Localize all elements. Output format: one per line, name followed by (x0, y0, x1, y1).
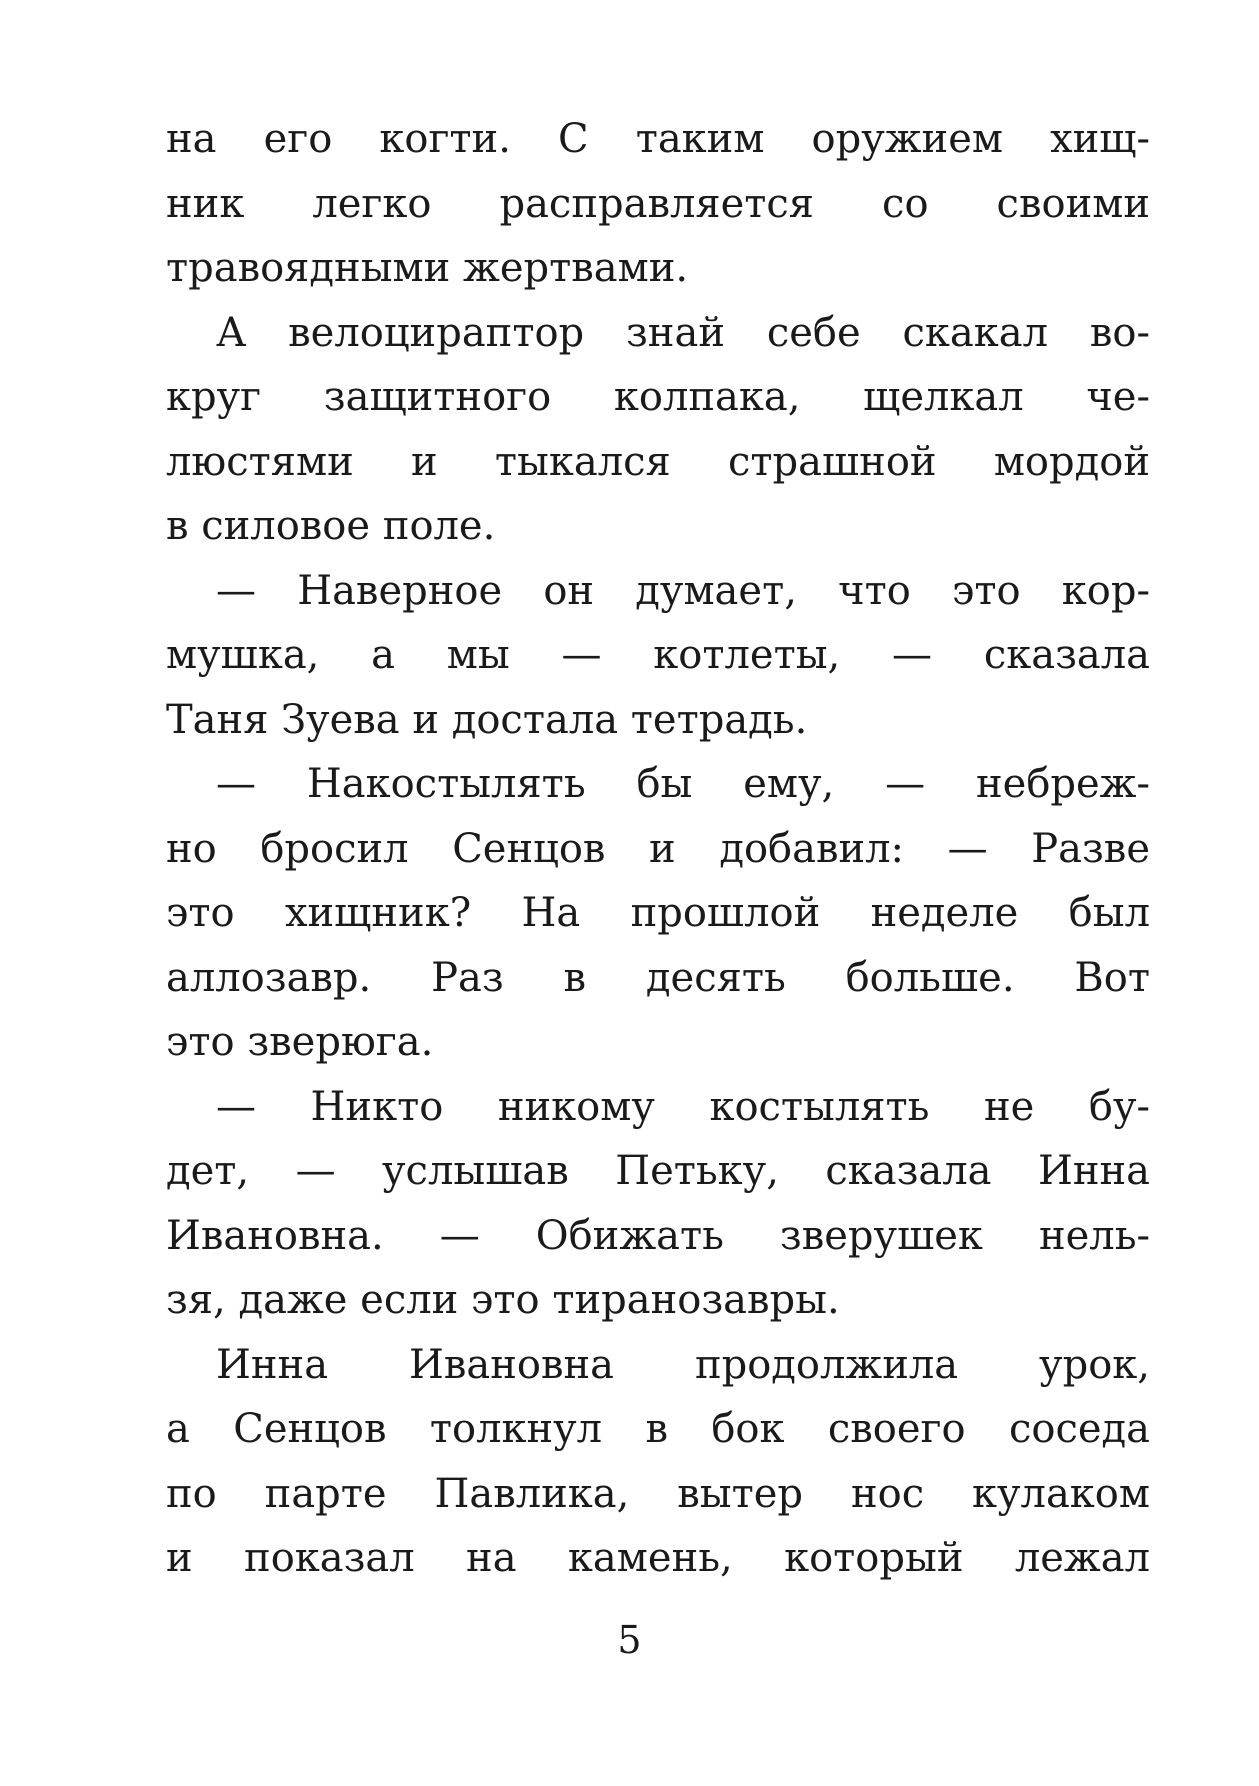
text-line: круг защитного колпака, щелкал че- (166, 374, 1150, 420)
text-line: — Никто никому костылять не бу- (216, 1083, 1150, 1130)
text-line: люстями и тыкался страшной мордой (166, 438, 1150, 485)
text-line: мушка, а мы — котлеты, — сказала (166, 632, 1150, 678)
text-line: Инна Ивановна продолжила урок, (216, 1341, 1150, 1388)
text-line: это хищник? На прошлой неделе был (166, 890, 1150, 936)
text-line: Таня Зуева и достала тетрадь. (166, 696, 808, 743)
text-line: травоядными жертвами. (166, 245, 689, 291)
text-line: дет, — услышав Петьку, сказала Инна (166, 1148, 1150, 1194)
text-line: Ивановна. — Обижать зверушек нель- (166, 1212, 1150, 1259)
body-text (166, 107, 1150, 1591)
text-line: и показал на камень, который лежал (166, 1535, 1150, 1581)
text-line: — Наверное он думает, что это кор- (216, 567, 1150, 614)
text-line: по парте Павлика, вытер нос кулаком (166, 1470, 1150, 1517)
page-number: 5 (617, 1618, 642, 1662)
text-line: аллозавр. Раз в десять больше. Вот (166, 954, 1150, 1001)
text-line: это зверюга. (166, 1019, 434, 1065)
text-line: но бросил Сенцов и добавил: — Разве (166, 825, 1150, 872)
text-line: зя, даже если это тиранозавры. (166, 1277, 840, 1323)
text-line: ник легко расправляется со своими (166, 180, 1150, 227)
text-line: а Сенцов толкнул в бок своего соседа (166, 1406, 1150, 1452)
text-line: А велоцираптор знай себе скакал во- (216, 309, 1150, 356)
text-line: — Накостылять бы ему, — небреж- (216, 761, 1150, 807)
text-line: на его когти. С таким оружием хищ- (166, 116, 1150, 162)
text-line: в силовое поле. (166, 503, 496, 549)
